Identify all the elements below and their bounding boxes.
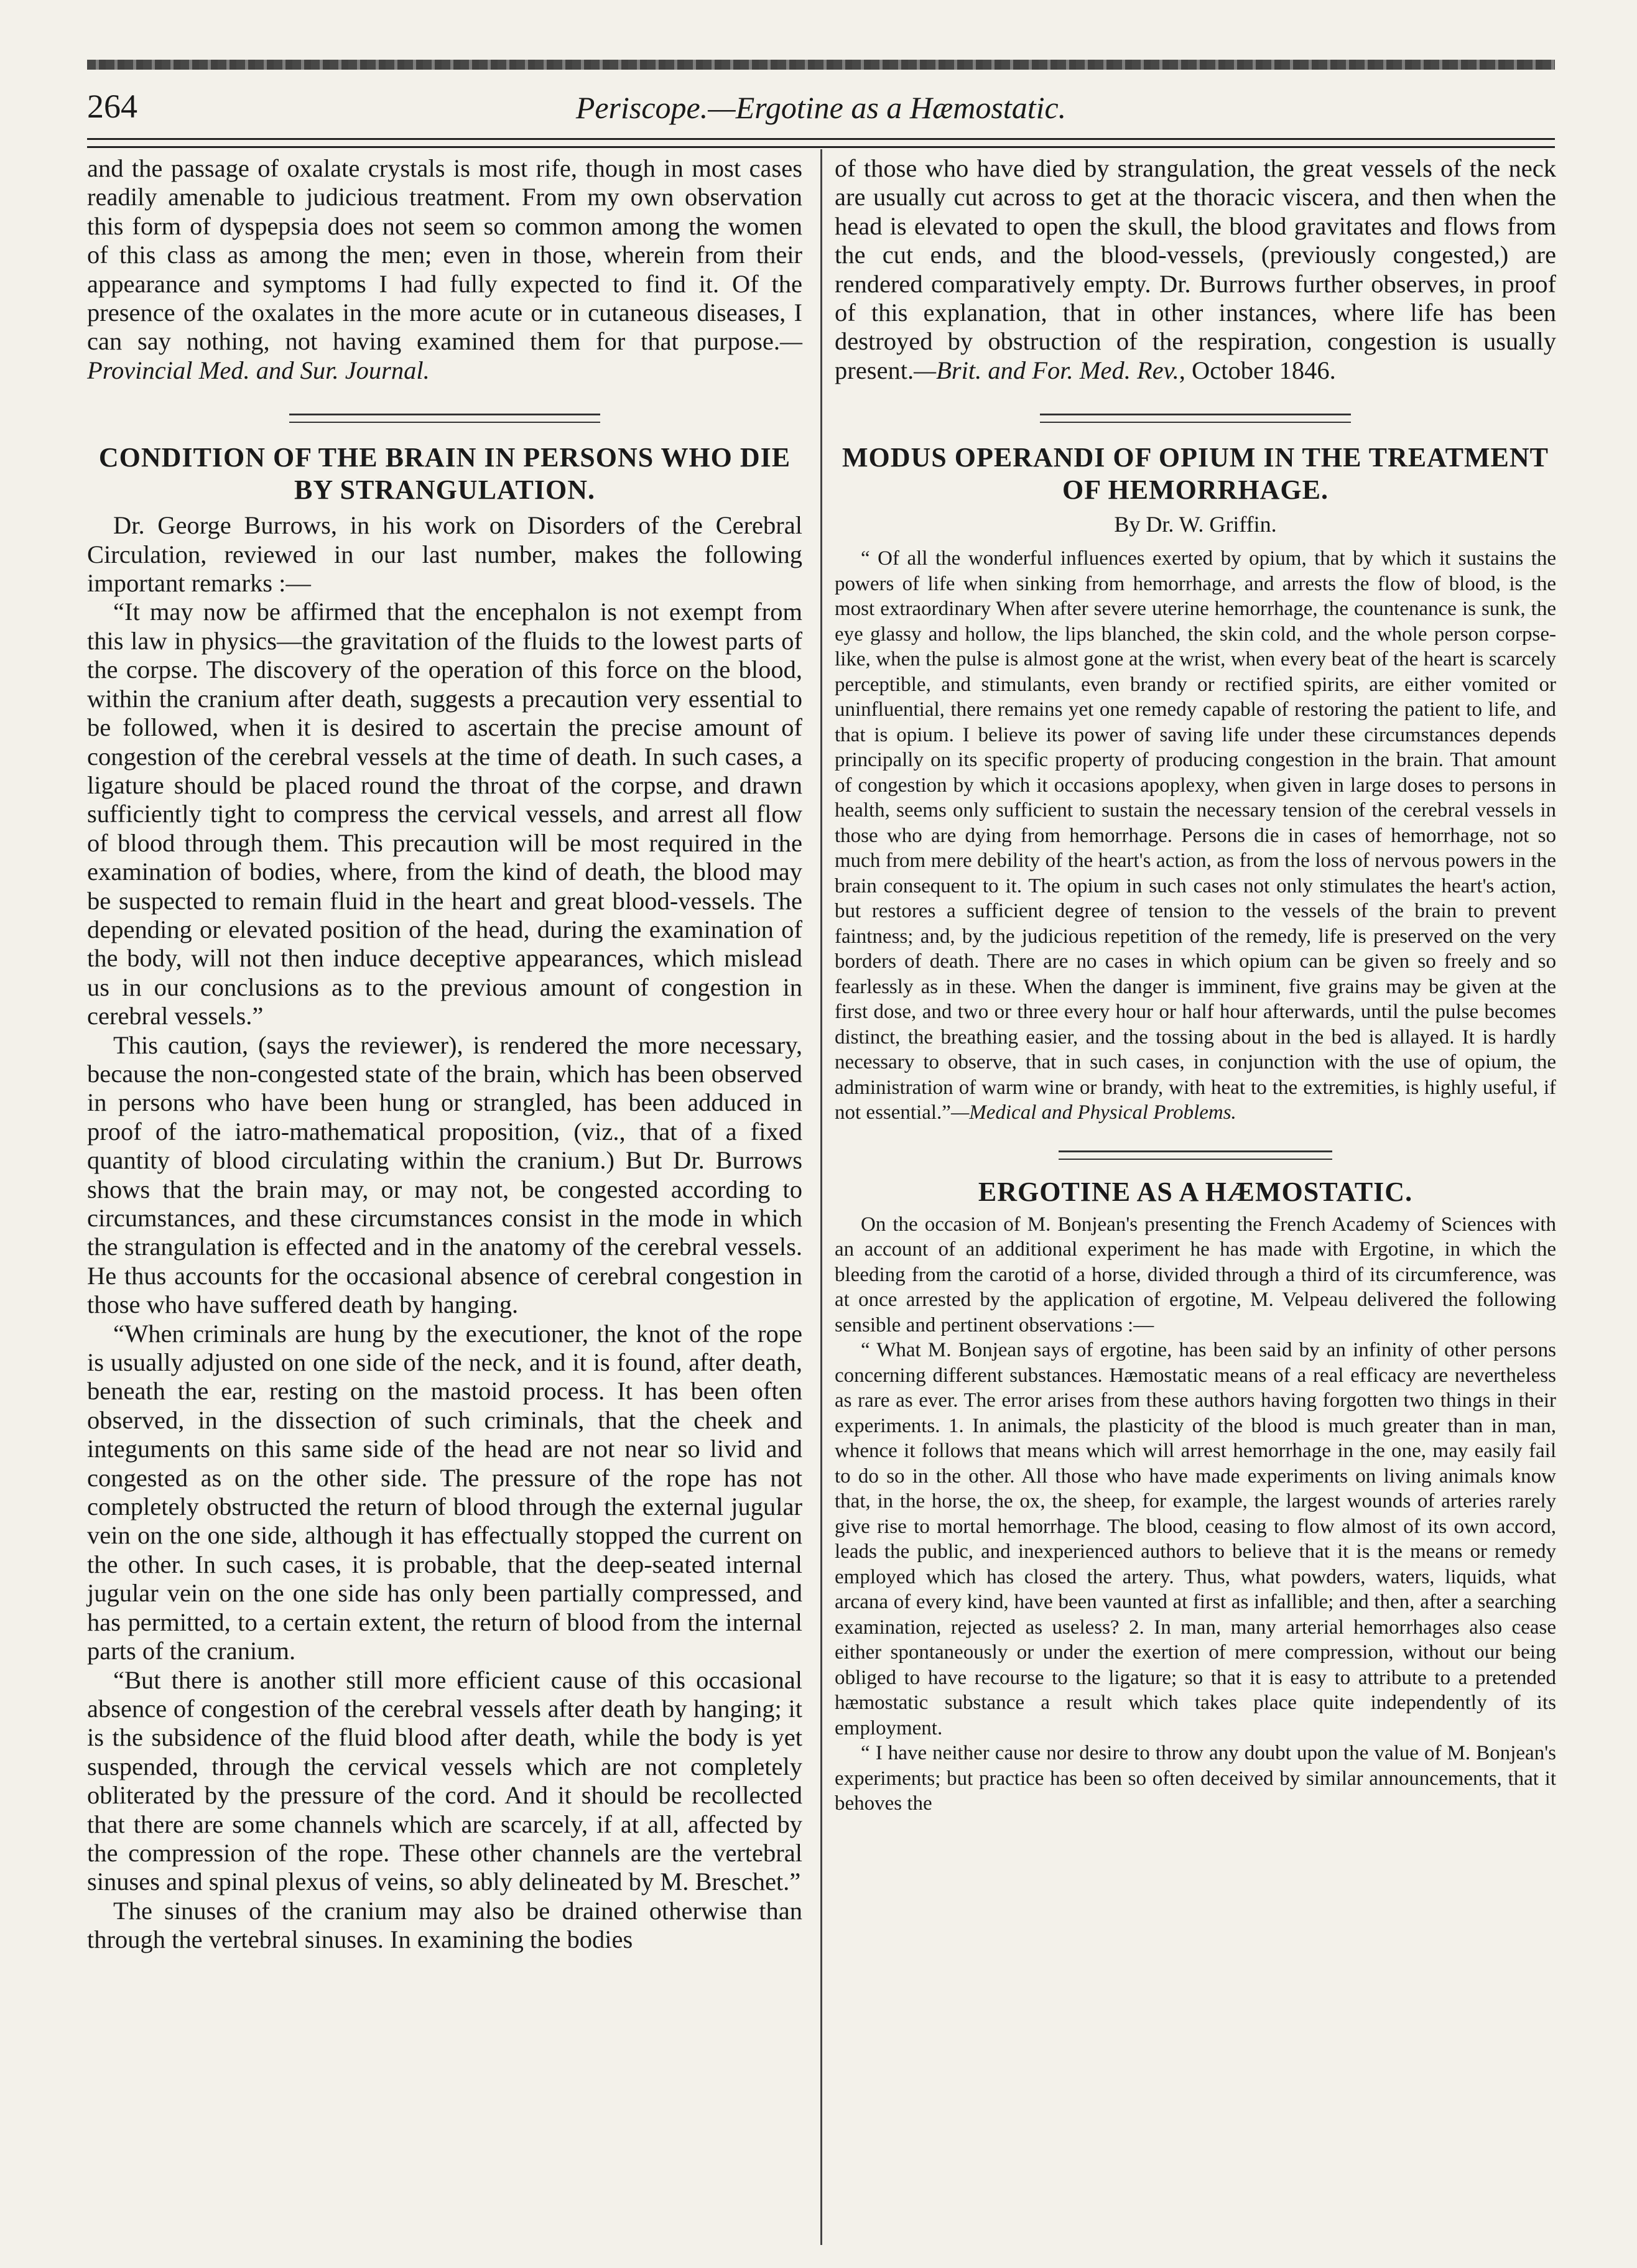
section-rule bbox=[1040, 414, 1351, 423]
opium-quote bbox=[835, 546, 1556, 1126]
top-ornamental-rule bbox=[87, 60, 1555, 70]
strangulation-paragraph-5: “But there is another still more efficient cause of this occasional absence of congestion of the cerebral vessels after death by hanging; it is the subsidence of the fluid blood after death, while the body is yet suspended, through the cervical vessels which are not completely obliterated by the pressure of the cord. And it should be recollected that there are some channels which are scarcely, if at all, affected by the compression of the rope. These other channels are the vertebral sinuses and spinal plexus of veins, so ably delineated by M. Breschet.” bbox=[87, 1665, 802, 1896]
article-heading-opium: MODUS OPERANDI OF OPIUM IN THE TREATMENT OF HEMORRHAGE. bbox=[842, 442, 1549, 506]
header-double-rule bbox=[87, 138, 1555, 148]
left-column bbox=[87, 154, 802, 1955]
section-rule bbox=[289, 414, 600, 423]
right-continuation-text bbox=[835, 154, 1556, 385]
column-divider bbox=[820, 149, 822, 2245]
strangulation-paragraph-1: Dr. George Burrows, in his work on Disorders of the Cerebral Circulation, reviewed in our last number, makes the following important remarks :— bbox=[87, 511, 802, 598]
ergotine-quote-2: “ I have neither cause nor desire to throw any doubt upon the value of M. Bonjean's experiments; but practice has been so often deceived by similar announcements, that it behoves the bbox=[835, 1742, 1556, 1815]
running-title: Periscope.—Ergotine as a Hæmostatic. bbox=[575, 90, 1067, 125]
right-continuation-source: —Brit. and For. Med. Rev. bbox=[914, 356, 1179, 384]
left-continuation-text bbox=[87, 154, 802, 385]
page-number: 264 bbox=[87, 88, 137, 125]
left-continuation-body: and the passage of oxalate crystals is most rife, though in most cases readily amenable to judicious treatment. From my own observation this form of dyspepsia does not seem so common among the women of this class as among the men; even in those, wherein from their appearance and symptoms I had fully expected to find it. Of the presence of the oxalates in the more acute or in cutaneous diseases, I can say nothing, not having examined them for that purpose. bbox=[87, 154, 802, 356]
left-continuation-source: —Provincial Med. and Sur. Journal. bbox=[87, 327, 802, 384]
ergotine-intro: On the occasion of M. Bonjean's presenting the French Academy of Sciences with an account of an additional experiment he has made with Ergotine, in which the bleeding from the carotid of a horse, divided through a third of its circumference, was at once arrested by the application of ergotine, M. Velpeau delivered the following sensible and pertinent observations :— bbox=[835, 1213, 1556, 1336]
opium-quote-body: “ Of all the wonderful influences exerted by opium, that by which it sustains the powers of life when sinking from hemorrhage, and arrests the flow of blood, is the most extraordinary When after severe uterine hemorrhage, the countenance is sunk, the eye glassy and hollow, the lips blanched, the skin cold, and the whole person corpse-like, when the pulse is almost gone at the wrist, when every beat of the heart is scarcely perceptible, and stimulants, even brandy or rectified spirits, are either vomited or uninfluential, there remains yet one remedy capable of restoring the patient to life, and that is opium. I believe its power of saving life under these circumstances depends principally on its specific property of producing congestion in the brain. That amount of congestion by which it occasions apoplexy, when given in large doses to persons in health, seems only sufficient to sustain the necessary tension of the cerebral vessels in those who are dying from hemorrhage. Persons die in cases of hemorrhage, not so much from mere debility of the heart's action, as from the loss of nervous powers in the brain consequent to it. The opium in such cases not only stimulates the heart's action, but restores a sufficient degree of tension to the vessels of the brain to prevent faintness; and, by the judicious repetition of the remedy, life is preserved on the very borders of death. There are no cases in which opium can be given so freely and so fearlessly as in these. When the danger is imminent, five grains may be given at the first dose, and two or three every hour or half hour afterwards, until the pulse becomes distinct, the breathing easier, and the tossing about in the bed is allayed. It is hardly necessary to observe, that in such cases, in conjunction with the use of opium, the administration of warm wine or brandy, with heat to the extremities, is highly useful, if not essential.” bbox=[835, 547, 1556, 1124]
opium-quote-source: —Medical and Physical Problems. bbox=[950, 1101, 1236, 1124]
right-continuation-body: of those who have died by strangulation, the great vessels of the neck are usually cut across to get at the thoracic viscera, and then when the head is elevated to open the skull, the blood gravitates and flows from the cut ends, and the blood-vessels, (previously congested,) are rendered comparatively empty. Dr. Burrows further observes, in proof of this explanation, that in other instances, where life has been destroyed by obstruction of the respiration, congestion is usually present. bbox=[835, 154, 1556, 384]
running-head bbox=[87, 87, 1555, 137]
ergotine-quote-1: “ What M. Bonjean says of ergotine, has been said by an infinity of other persons concerning different substances. Hæmostatic means of a real efficacy are nevertheless as rare as ever. The error arises from these authors having forgotten two things in their experiments. 1. In animals, the plasticity of the blood is much greater than in man, whence it follows that means which will arrest hemorrhage in the one, may easily fail to do so in the other. All those who have made experiments on living animals know that, in the horse, the ox, the sheep, for example, the largest wounds of arteries rarely give rise to mortal hemorrhage. The blood, ceasing to flow almost of its own accord, leads the public, and inexperienced authors to believe that it is the means or remedy employed which has closed the artery. Thus, what powders, waters, liquids, what arcana of every kind, have been vaunted at first as infallible; and then, after a searching examination, rejected as useless? 2. In man, many arterial hemorrhages also cease either spontaneously or under the exertion of mere compression, without our being obliged to have recourse to the ligature; so that it is easy to attribute to a pretended hæmostatic substance a result which takes place quite independently of its employment. bbox=[835, 1339, 1556, 1739]
article-heading-ergotine: ERGOTINE AS A HÆMOSTATIC. bbox=[978, 1176, 1413, 1207]
byline-griffin: By Dr. W. Griffin. bbox=[1114, 512, 1277, 537]
article-heading-strangulation: CONDITION OF THE BRAIN IN PERSONS WHO DIE BY STRANGULATION. bbox=[98, 442, 791, 506]
strangulation-paragraph-4: “When criminals are hung by the executioner, the knot of the rope is usually adjusted on one side of the neck, and it is found, after death, beneath the ear, resting on the mastoid process. It has been often observed, in the dissection of such criminals, that the cheek and integuments on this same side of the head are not near so livid and congested as on the other side. The pressure of the rope has not completely obstructed the return of blood through the external jugular vein on the one side, although it has effectually stopped the current on the other. In such cases, it is probable, that the deep-seated internal jugular vein on the one side has only been partially compressed, and has permitted, to a certain extent, the return of blood from the internal parts of the cranium. bbox=[87, 1319, 802, 1665]
strangulation-paragraph-2: “It may now be affirmed that the encephalon is not exempt from this law in physics—the gravitation of the fluids to the lowest parts of the corpse. The discovery of the operation of this force on the blood, within the cranium after death, suggests a precaution very essential to be followed, when it is desired to ascertain the precise amount of congestion of the cerebral vessels at the time of death. In such cases, a ligature should be placed round the throat of the corpse, and drawn sufficiently tight to compress the cervical vessels, and arrest all flow of blood through them. This precaution will be most required in the examination of bodies, where, from the kind of death, the blood may be suspected to remain fluid in the heart and great blood-vessels. The depending or elevated position of the head, during the examination of the body, will not then induce deceptive appearances, which mislead us in our conclusions as to the previous amount of congestion in cerebral vessels.” bbox=[87, 598, 802, 1030]
right-column bbox=[835, 154, 1556, 1817]
strangulation-paragraph-6: The sinuses of the cranium may also be drained otherwise than through the vertebral sinuses. In examining the bodies bbox=[87, 1896, 802, 1954]
right-continuation-date: , October 1846. bbox=[1179, 356, 1336, 384]
section-rule bbox=[1059, 1150, 1332, 1160]
strangulation-paragraph-3: This caution, (says the reviewer), is rendered the more necessary, because the non-congested state of the brain, which has been observed in persons who have been hung or strangled, has been adduced in proof of the iatro-mathematical proposition, (viz., that of a fixed quantity of blood circulating within the cranium.) But Dr. Burrows shows that the brain may, or may not, be congested according to circumstances, and these circumstances consist in the mode in which the strangulation is effected and in the anatomy of the cerebral vessels. He thus accounts for the occasional absence of cerebral congestion in those who have suffered death by hanging. bbox=[87, 1030, 802, 1319]
